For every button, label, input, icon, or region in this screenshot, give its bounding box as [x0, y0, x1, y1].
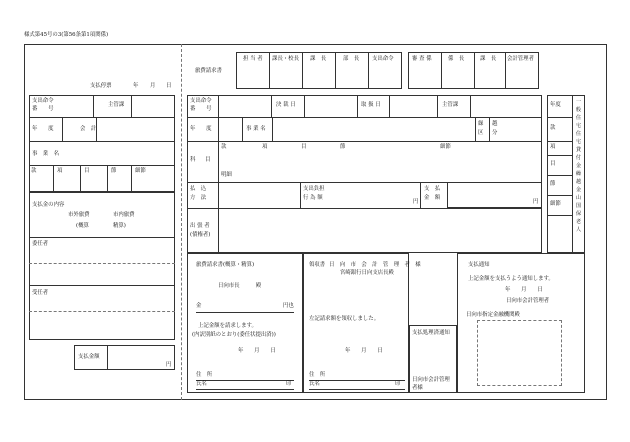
- divider: [107, 345, 108, 370]
- divider: [80, 165, 81, 192]
- nendo-mid-label: 年 度: [190, 126, 212, 132]
- treasurer-label: 会計管理者: [507, 56, 534, 62]
- day-text: 日: [166, 83, 172, 89]
- transfer-1: 繰: [478, 121, 484, 127]
- paren-b: 精算): [113, 223, 126, 229]
- saimoku-mid: 細節: [440, 144, 451, 150]
- order-cmd-label: 支出命令: [372, 56, 394, 62]
- paren-a: (概算: [76, 223, 89, 229]
- claim-note: (内訳別紙のとおり(委任状提出済)): [192, 332, 276, 338]
- dept-mid-label: 主管課: [442, 102, 459, 108]
- divider: [29, 165, 175, 166]
- act-label-1: 支出負担: [303, 186, 325, 192]
- content-label: 支払金の内容: [32, 202, 65, 208]
- divider: [187, 141, 542, 142]
- decision-date-label: 決 裁 日: [276, 102, 296, 108]
- act-label-2: 行 為 額: [303, 195, 323, 201]
- receipt-name: 氏名: [309, 381, 320, 387]
- divider: [29, 141, 175, 142]
- saimoku-label: 細節: [135, 168, 146, 174]
- divider: [470, 95, 471, 117]
- pay-amount-mid-1: 支 払: [424, 186, 441, 192]
- right-ko: 項: [550, 144, 556, 150]
- right-nendo: 年度: [550, 102, 561, 108]
- year-text: 年: [133, 83, 139, 89]
- handling-sign-2: 者様: [412, 385, 423, 391]
- divider: [547, 215, 572, 216]
- divider: [62, 117, 63, 141]
- divider: [131, 165, 132, 192]
- perforation-line: [181, 44, 182, 400]
- divider: [389, 95, 390, 117]
- divider: [272, 117, 273, 141]
- month-text: 月: [150, 83, 156, 89]
- divider: [489, 117, 490, 141]
- jigyo-mid-label: 事 業 名: [246, 126, 266, 132]
- ko-label: 項: [57, 168, 63, 174]
- yen-label: 円: [166, 362, 172, 368]
- handling-title: 支払処理済通知: [412, 330, 450, 336]
- form-title: 旅費請求書: [195, 68, 222, 74]
- divider: [242, 117, 243, 141]
- bank-stamp-box: [477, 320, 562, 386]
- kan-mid: 款: [221, 144, 227, 150]
- claim-title: 旅費請求書(概算・精算): [196, 262, 255, 268]
- divider: [300, 182, 301, 208]
- setsu-label: 節: [111, 168, 117, 174]
- divider: [269, 52, 270, 89]
- traveler-2: (債権者): [190, 232, 211, 238]
- jigyo-label: 事 業 名: [32, 151, 59, 157]
- setsu-mid: 節: [340, 144, 346, 150]
- divider: [437, 95, 438, 117]
- right-setsu: 節: [550, 181, 556, 187]
- inside-cost: 市内旅費: [113, 212, 135, 218]
- act-yen: 円: [413, 199, 419, 205]
- divider: [29, 285, 175, 286]
- nendo-label: 年 度: [32, 126, 54, 132]
- handling-sign-1: 日向市会計管理: [412, 377, 450, 383]
- divider: [196, 380, 294, 381]
- receipt-to: 日 向 市 会 計 管 理 者 様: [329, 262, 421, 268]
- dept-label: 主管課: [108, 102, 125, 108]
- order-no-mid-2: 番 号: [190, 106, 212, 112]
- right-saimoku: 細節: [550, 201, 561, 207]
- receipt-seal: 印: [395, 381, 401, 387]
- meisai-label: 明細: [221, 172, 232, 178]
- pay-amount-mid-yen: 円: [533, 199, 539, 205]
- divider: [29, 311, 175, 312]
- claim-address: 住 所: [196, 372, 213, 378]
- right-kan: 款: [550, 125, 556, 131]
- recipient-label: 受任者: [32, 290, 49, 296]
- order-no-label-1: 支出命令: [32, 98, 54, 104]
- divider: [302, 52, 303, 89]
- divider: [271, 95, 272, 117]
- audit-2: 係 長: [448, 56, 465, 62]
- kan-label: 款: [31, 168, 37, 174]
- claim-seal: 印: [286, 381, 292, 387]
- notice-body: 上記金額を支払うよう通知します。: [468, 276, 554, 282]
- divider: [29, 237, 175, 238]
- divider: [441, 52, 442, 89]
- claim-name: 氏名: [196, 381, 207, 387]
- divider: [218, 95, 219, 253]
- pay-amount-mid-box: [447, 182, 542, 208]
- divider: [309, 389, 405, 390]
- divider: [53, 165, 54, 192]
- claim-date: 年 月 日: [238, 348, 276, 354]
- approver-2: 課長・校長: [272, 56, 299, 62]
- divider: [29, 263, 175, 264]
- moku-label: 目: [84, 168, 90, 174]
- audit-3: 課 長: [480, 56, 497, 62]
- transfer-3: 区: [478, 130, 484, 136]
- divider: [547, 175, 572, 176]
- receipt-bank: 宮崎銀行日向支店長殿: [340, 270, 394, 276]
- receipt-body: 左記請求額を領収しました。: [309, 316, 380, 322]
- approver-1: 担 当 者: [243, 56, 263, 62]
- approver-3: 課 長: [310, 56, 327, 62]
- notice-date: 年 月 日: [505, 287, 543, 293]
- divider: [420, 182, 421, 208]
- notice-sign: 日向市会計管理者: [506, 298, 550, 304]
- divider: [335, 52, 336, 89]
- divider: [547, 195, 572, 196]
- audit-1: 審 査 係: [412, 56, 432, 62]
- receipt-date: 年 月 日: [345, 348, 383, 354]
- kamoku-2: 目: [205, 157, 211, 163]
- receipt-title: 領収書: [309, 262, 326, 268]
- en-ka-label: 円也: [283, 303, 294, 309]
- pay-amount-mid-2: 金 額: [424, 195, 441, 201]
- transfer-2: 越: [492, 121, 498, 127]
- receipt-address: 住 所: [309, 372, 326, 378]
- bank-label: 日向市指定金融機関殿: [466, 312, 520, 318]
- divider: [131, 95, 132, 117]
- divider: [196, 389, 294, 390]
- disburse-date-label: 支払停票: [90, 83, 112, 89]
- form-id: 様式第45号の3(第56条第1項関係): [24, 32, 109, 38]
- divider: [304, 95, 305, 117]
- divider: [196, 312, 294, 313]
- divider: [572, 95, 573, 253]
- notice-title: 支払通知: [468, 262, 490, 268]
- pay-method-2: 方 法: [190, 195, 207, 201]
- transfer-4: 分: [492, 130, 498, 136]
- divider: [29, 117, 175, 118]
- pay-method-1: 払 込: [190, 186, 207, 192]
- divider: [547, 117, 572, 118]
- claim-body: 上記金額を請求します。: [198, 323, 257, 329]
- divider: [547, 141, 572, 142]
- divider: [187, 208, 542, 209]
- right-moku: 目: [550, 161, 556, 167]
- divider: [474, 52, 475, 89]
- delegate-label: 委任者: [32, 241, 49, 247]
- right-vertical-text: 一般住宅住宅貸付金繰越金山国保老人: [575, 99, 582, 233]
- divider: [107, 165, 108, 192]
- kin-label: 金: [196, 303, 202, 309]
- divider: [309, 380, 405, 381]
- kamoku-1: 科: [190, 157, 196, 163]
- traveler-1: 出 張 者: [190, 223, 210, 229]
- outside-cost: 市外旅費: [68, 212, 90, 218]
- order-no-mid-1: 支出命令: [190, 98, 212, 104]
- account-label: 会 計: [80, 126, 97, 132]
- divider: [357, 95, 358, 117]
- approver-4: 部 長: [343, 56, 360, 62]
- divider: [93, 95, 94, 117]
- divider: [547, 155, 572, 156]
- entry-date-label: 取 扱 日: [361, 102, 381, 108]
- ko-mid: 項: [262, 144, 268, 150]
- order-no-label-2: 番 号: [32, 106, 54, 112]
- divider: [475, 117, 476, 141]
- left-content-box: [29, 192, 175, 340]
- moku-mid: 目: [301, 144, 307, 150]
- pay-amount-label: 支払金額: [78, 354, 100, 360]
- claim-to: 日向市長 殿: [218, 283, 262, 289]
